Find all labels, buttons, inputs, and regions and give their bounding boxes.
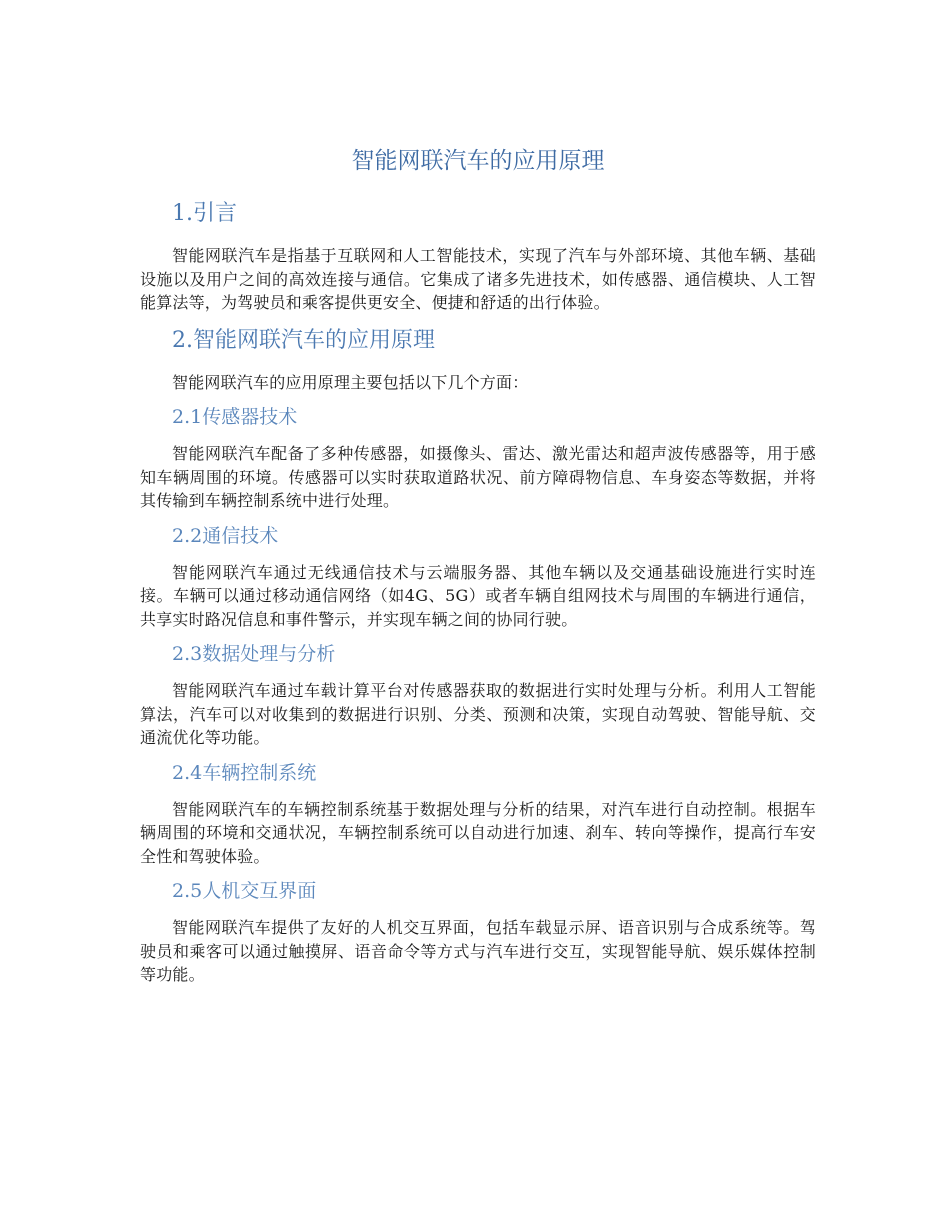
communication-paragraph: 智能网联汽车通过无线通信技术与云端服务器、其他车辆以及交通基础设施进行实时连接。车辆可以通过移动通信网络（如4G、5G）或者车辆自组网技术与周围的车辆进行通信，共享实时路况信息和事件警示，并实现车辆之间的协同行驶。	[140, 562, 816, 629]
subsection-heading-vehicle-control: 2.4车辆控制系统	[172, 761, 317, 784]
section-heading-principles: 2.智能网联汽车的应用原理	[172, 327, 435, 353]
subsection-heading-communication: 2.2通信技术	[172, 524, 279, 547]
principles-lead-paragraph: 智能网联汽车的应用原理主要包括以下几个方面：	[172, 372, 529, 392]
subsection-heading-data-processing: 2.3数据处理与分析	[172, 643, 336, 665]
subsection-heading-hmi: 2.5人机交互界面	[172, 880, 317, 902]
data-processing-paragraph: 智能网联汽车通过车载计算平台对传感器获取的数据进行实时处理与分析。利用人工智能算法，汽车可以对收集到的数据进行识别、分类、预测和决策，实现自动驾驶、智能导航、交通流优化等功能。	[140, 681, 816, 747]
section-heading-introduction: 1.引言	[172, 201, 237, 226]
hmi-paragraph: 智能网联汽车提供了友好的人机交互界面，包括车载显示屏、语音识别与合成系统等。驾驶员和乘客可以通过触摸屏、语音命令等方式与汽车进行交互，实现智能导航、娱乐媒体控制等功能。	[140, 918, 816, 984]
vehicle-control-paragraph: 智能网联汽车的车辆控制系统基于数据处理与分析的结果，对汽车进行自动控制。根据车辆周围的环境和交通状况，车辆控制系统可以自动进行加速、刹车、转向等操作，提高行车安全性和驾驶体验。	[140, 799, 816, 866]
subsection-heading-sensors: 2.1传感器技术	[172, 406, 298, 428]
sensors-paragraph: 智能网联汽车配备了多种传感器，如摄像头、雷达、激光雷达和超声波传感器等，用于感知车辆周围的环境。传感器可以实时获取道路状况、前方障碍物信息、车身姿态等数据，并将其传输到车辆控制系统中进行处理。	[140, 444, 816, 510]
document-title: 智能网联汽车的应用原理	[351, 148, 605, 174]
introduction-paragraph: 智能网联汽车是指基于互联网和人工智能技术，实现了汽车与外部环境、其他车辆、基础设施以及用户之间的高效连接与通信。它集成了诸多先进技术，如传感器、通信模块、人工智能算法等，为驾驶员和乘客提供更安全、便捷和舒适的出行体验。	[140, 246, 816, 312]
document-page	[140, 140, 816, 991]
